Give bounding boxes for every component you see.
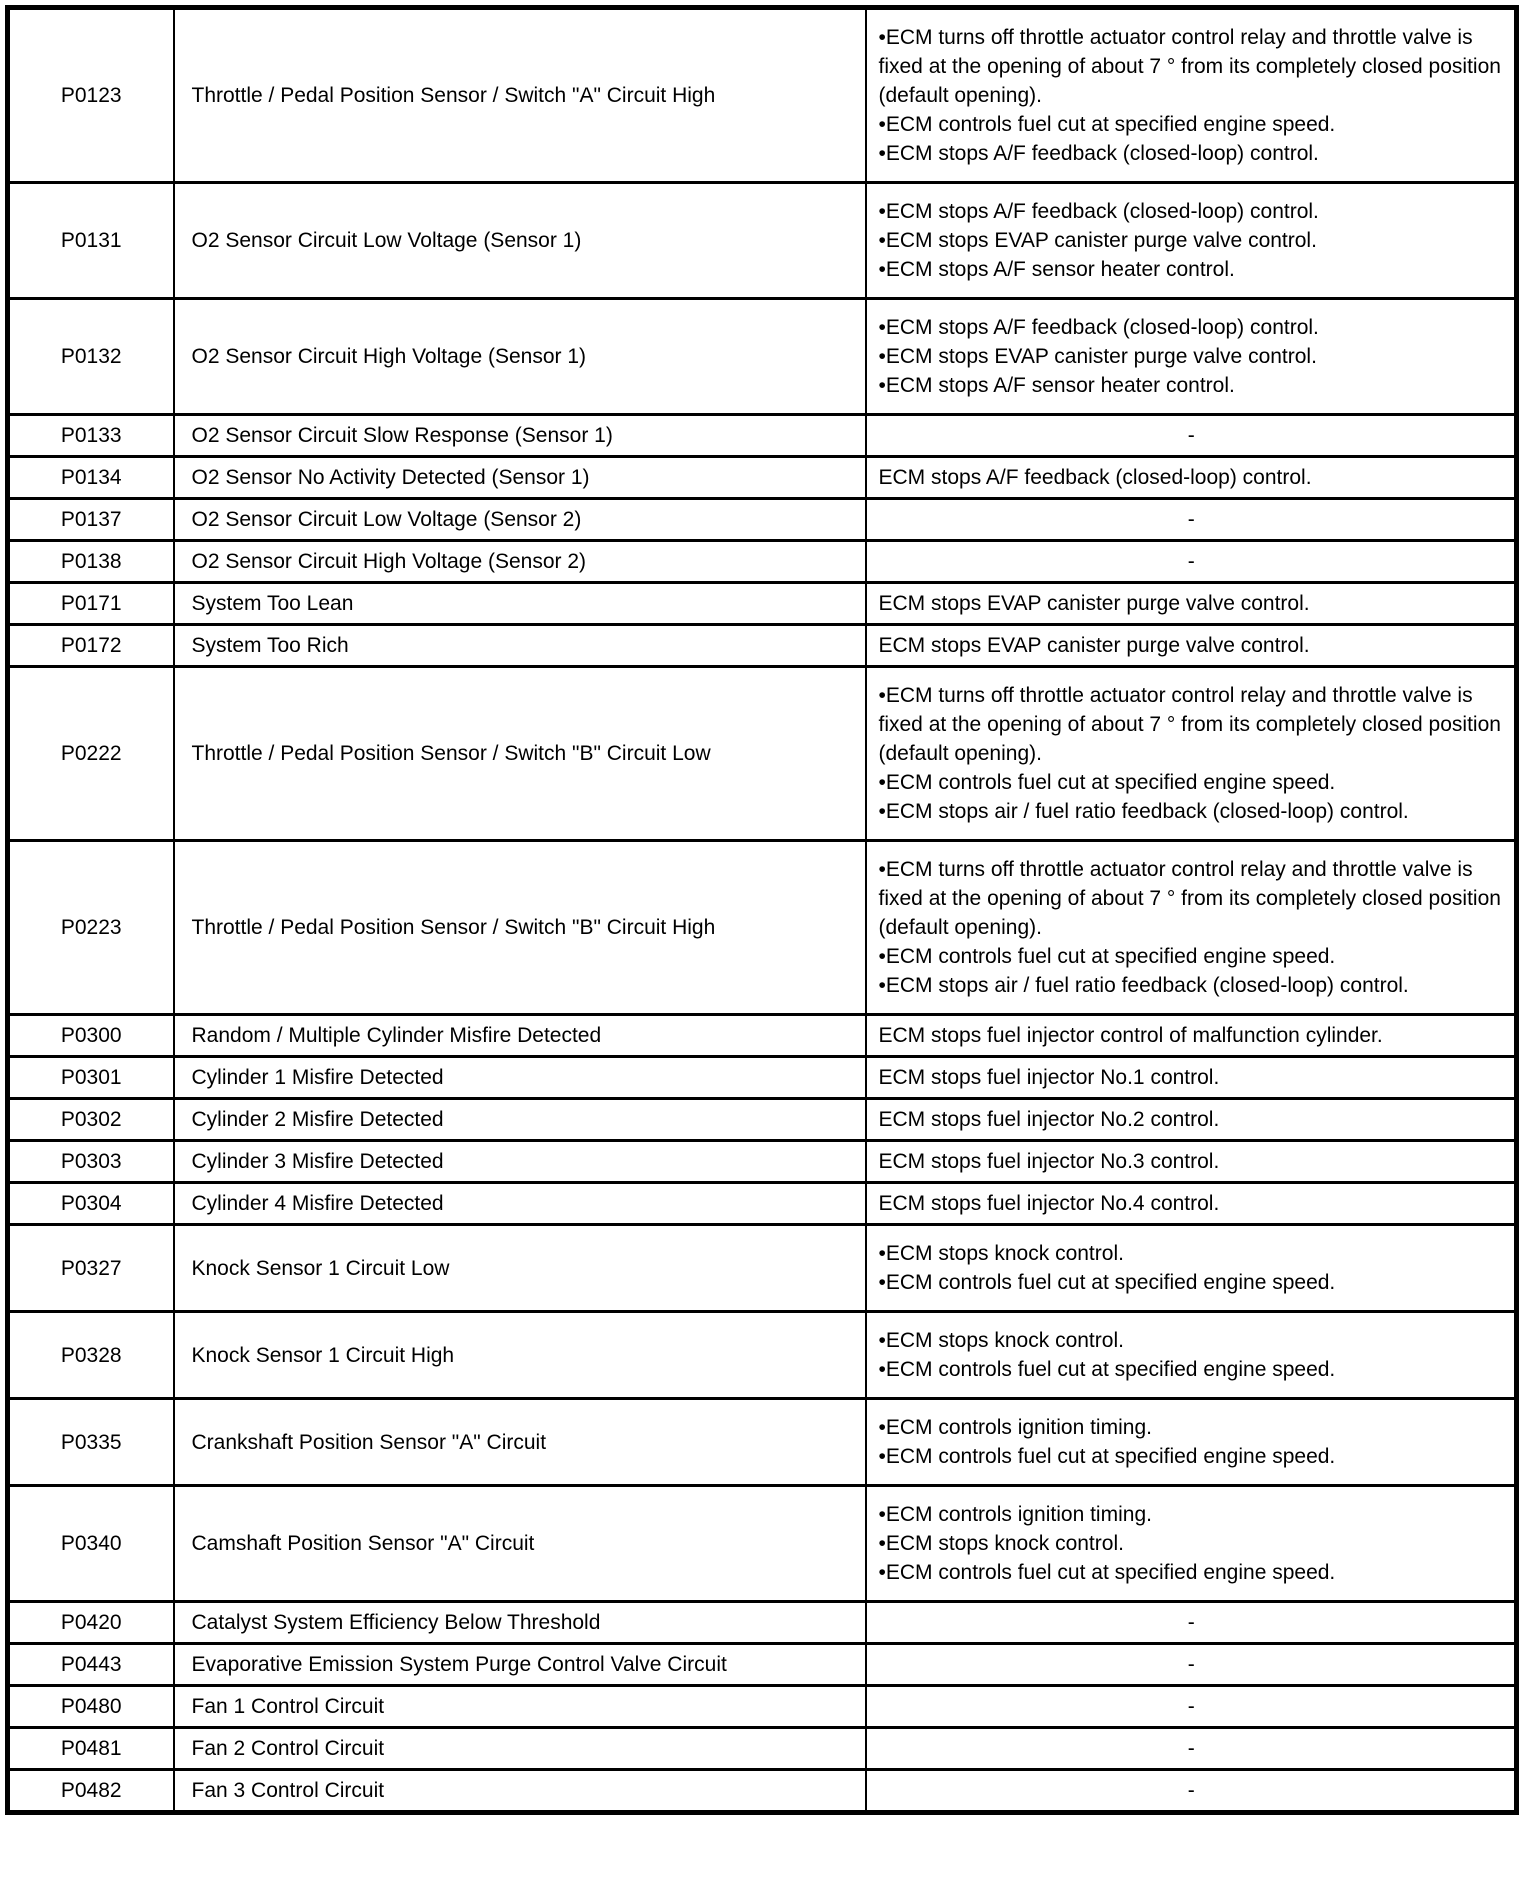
fail-safe-cell	[866, 1057, 1517, 1099]
dtc-code-cell: P0172	[8, 625, 174, 667]
table-row	[8, 1099, 1517, 1141]
dtc-description-cell: Random / Multiple Cylinder Misfire Detected	[174, 1015, 866, 1057]
dtc-description-cell: System Too Lean	[174, 583, 866, 625]
fail-safe-item: ECM stops fuel injector No.1 control.	[878, 1066, 1220, 1089]
table-row	[8, 1057, 1517, 1099]
fail-safe-item: •ECM turns off throttle actuator control relay and throttle valve is fixed at the opening of about 7 ° from its completely closed position (default opening).	[878, 858, 1501, 939]
table-row	[8, 1312, 1517, 1399]
fail-safe-cell	[866, 1486, 1517, 1602]
dtc-code-cell: P0480	[8, 1686, 174, 1728]
fail-safe-item: •ECM stops air / fuel ratio feedback (closed-loop) control.	[878, 974, 1409, 997]
dtc-code-cell: P0482	[8, 1770, 174, 1813]
fail-safe-item: •ECM controls fuel cut at specified engine speed.	[878, 771, 1336, 794]
dtc-description-cell: Fan 2 Control Circuit	[174, 1728, 866, 1770]
dtc-description-cell: Cylinder 4 Misfire Detected	[174, 1183, 866, 1225]
table-row	[8, 183, 1517, 299]
dtc-code-cell: P0171	[8, 583, 174, 625]
fail-safe-cell: -	[866, 499, 1517, 541]
dtc-description-cell: Throttle / Pedal Position Sensor / Switch "B" Circuit High	[174, 841, 866, 1015]
fail-safe-cell	[866, 583, 1517, 625]
dtc-table-body	[8, 8, 1517, 1813]
fail-safe-cell	[866, 667, 1517, 841]
fail-safe-item: •ECM controls ignition timing.	[878, 1416, 1152, 1439]
table-row	[8, 1225, 1517, 1312]
fail-safe-cell	[866, 1141, 1517, 1183]
fail-safe-item: •ECM stops EVAP canister purge valve control.	[878, 345, 1317, 368]
dtc-description-cell: O2 Sensor Circuit Low Voltage (Sensor 1)	[174, 183, 866, 299]
dtc-code-cell: P0340	[8, 1486, 174, 1602]
table-row	[8, 841, 1517, 1015]
dtc-description-cell: Cylinder 1 Misfire Detected	[174, 1057, 866, 1099]
fail-safe-item: •ECM stops A/F sensor heater control.	[878, 374, 1235, 397]
dtc-code-cell: P0304	[8, 1183, 174, 1225]
fail-safe-cell	[866, 1225, 1517, 1312]
dtc-code-cell: P0222	[8, 667, 174, 841]
fail-safe-cell: -	[866, 541, 1517, 583]
dtc-code-cell: P0300	[8, 1015, 174, 1057]
fail-safe-item: ECM stops EVAP canister purge valve control.	[878, 592, 1310, 615]
table-row	[8, 1486, 1517, 1602]
fail-safe-item: •ECM stops air / fuel ratio feedback (closed-loop) control.	[878, 800, 1409, 823]
dtc-code-cell: P0303	[8, 1141, 174, 1183]
dtc-code-cell: P0302	[8, 1099, 174, 1141]
table-row	[8, 8, 1517, 183]
dtc-code-cell: P0223	[8, 841, 174, 1015]
table-row	[8, 299, 1517, 415]
fail-safe-cell: -	[866, 1602, 1517, 1644]
fail-safe-item: •ECM controls fuel cut at specified engine speed.	[878, 113, 1336, 136]
fail-safe-cell	[866, 183, 1517, 299]
dtc-fail-safe-table	[5, 5, 1519, 1815]
table-row	[8, 1728, 1517, 1770]
fail-safe-item: •ECM stops A/F feedback (closed-loop) control.	[878, 200, 1319, 223]
table-row	[8, 583, 1517, 625]
fail-safe-item: ECM stops fuel injector No.4 control.	[878, 1192, 1220, 1215]
dtc-code-cell: P0137	[8, 499, 174, 541]
fail-safe-item: ECM stops EVAP canister purge valve control.	[878, 634, 1310, 657]
fail-safe-cell: -	[866, 415, 1517, 457]
dtc-description-cell: Crankshaft Position Sensor "A" Circuit	[174, 1399, 866, 1486]
fail-safe-cell	[866, 1312, 1517, 1399]
fail-safe-cell: -	[866, 1770, 1517, 1813]
table-row	[8, 1399, 1517, 1486]
fail-safe-item: •ECM controls ignition timing.	[878, 1503, 1152, 1526]
fail-safe-cell	[866, 841, 1517, 1015]
table-row	[8, 625, 1517, 667]
fail-safe-item: •ECM controls fuel cut at specified engine speed.	[878, 1358, 1336, 1381]
dtc-code-cell: P0131	[8, 183, 174, 299]
fail-safe-item: ECM stops A/F feedback (closed-loop) control.	[878, 466, 1312, 489]
dtc-description-cell: Fan 3 Control Circuit	[174, 1770, 866, 1813]
fail-safe-cell	[866, 1099, 1517, 1141]
fail-safe-cell	[866, 8, 1517, 183]
dtc-code-cell: P0132	[8, 299, 174, 415]
table-row	[8, 457, 1517, 499]
dtc-code-cell: P0481	[8, 1728, 174, 1770]
fail-safe-item: ECM stops fuel injector control of malfunction cylinder.	[878, 1024, 1383, 1047]
dtc-description-cell: O2 Sensor Circuit Slow Response (Sensor 1)	[174, 415, 866, 457]
dtc-description-cell: Evaporative Emission System Purge Control Valve Circuit	[174, 1644, 866, 1686]
table-row	[8, 1644, 1517, 1686]
fail-safe-cell: -	[866, 1686, 1517, 1728]
dtc-description-cell: Catalyst System Efficiency Below Threshold	[174, 1602, 866, 1644]
fail-safe-item: •ECM stops EVAP canister purge valve control.	[878, 229, 1317, 252]
dtc-description-cell: Throttle / Pedal Position Sensor / Switch "B" Circuit Low	[174, 667, 866, 841]
table-row	[8, 1770, 1517, 1813]
fail-safe-item: •ECM stops A/F sensor heater control.	[878, 258, 1235, 281]
table-row	[8, 499, 1517, 541]
fail-safe-cell	[866, 1399, 1517, 1486]
dtc-description-cell: O2 Sensor No Activity Detected (Sensor 1)	[174, 457, 866, 499]
dtc-description-cell: Throttle / Pedal Position Sensor / Switch "A" Circuit High	[174, 8, 866, 183]
dtc-code-cell: P0328	[8, 1312, 174, 1399]
dtc-description-cell: Camshaft Position Sensor "A" Circuit	[174, 1486, 866, 1602]
fail-safe-cell	[866, 1015, 1517, 1057]
dtc-description-cell: Cylinder 3 Misfire Detected	[174, 1141, 866, 1183]
dtc-description-cell: O2 Sensor Circuit High Voltage (Sensor 2)	[174, 541, 866, 583]
dtc-code-cell: P0301	[8, 1057, 174, 1099]
fail-safe-item: ECM stops fuel injector No.3 control.	[878, 1150, 1220, 1173]
dtc-description-cell: System Too Rich	[174, 625, 866, 667]
dtc-code-cell: P0138	[8, 541, 174, 583]
table-row	[8, 1141, 1517, 1183]
fail-safe-cell	[866, 625, 1517, 667]
dtc-description-cell: Knock Sensor 1 Circuit High	[174, 1312, 866, 1399]
fail-safe-cell: -	[866, 1644, 1517, 1686]
fail-safe-cell	[866, 457, 1517, 499]
fail-safe-item: •ECM stops knock control.	[878, 1242, 1124, 1265]
fail-safe-item: •ECM controls fuel cut at specified engine speed.	[878, 1561, 1336, 1584]
table-row	[8, 541, 1517, 583]
dtc-description-cell: O2 Sensor Circuit Low Voltage (Sensor 2)	[174, 499, 866, 541]
dtc-description-cell: Cylinder 2 Misfire Detected	[174, 1099, 866, 1141]
table-row	[8, 1015, 1517, 1057]
fail-safe-item: •ECM stops A/F feedback (closed-loop) control.	[878, 316, 1319, 339]
fail-safe-item: •ECM turns off throttle actuator control relay and throttle valve is fixed at the opening of about 7 ° from its completely closed position (default opening).	[878, 26, 1501, 107]
dtc-code-cell: P0133	[8, 415, 174, 457]
dtc-code-cell: P0443	[8, 1644, 174, 1686]
fail-safe-item: •ECM stops A/F feedback (closed-loop) control.	[878, 142, 1319, 165]
fail-safe-item: •ECM controls fuel cut at specified engine speed.	[878, 945, 1336, 968]
table-row	[8, 1686, 1517, 1728]
fail-safe-cell	[866, 299, 1517, 415]
table-row	[8, 1602, 1517, 1644]
fail-safe-item: •ECM stops knock control.	[878, 1532, 1124, 1555]
fail-safe-item: •ECM controls fuel cut at specified engine speed.	[878, 1271, 1336, 1294]
dtc-description-cell: Fan 1 Control Circuit	[174, 1686, 866, 1728]
dtc-code-cell: P0420	[8, 1602, 174, 1644]
dtc-code-cell: P0123	[8, 8, 174, 183]
fail-safe-item: •ECM stops knock control.	[878, 1329, 1124, 1352]
fail-safe-cell	[866, 1183, 1517, 1225]
fail-safe-cell: -	[866, 1728, 1517, 1770]
dtc-description-cell: O2 Sensor Circuit High Voltage (Sensor 1)	[174, 299, 866, 415]
table-row	[8, 1183, 1517, 1225]
fail-safe-item: •ECM turns off throttle actuator control relay and throttle valve is fixed at the opening of about 7 ° from its completely closed position (default opening).	[878, 684, 1501, 765]
dtc-code-cell: P0134	[8, 457, 174, 499]
fail-safe-item: •ECM controls fuel cut at specified engine speed.	[878, 1445, 1336, 1468]
dtc-description-cell: Knock Sensor 1 Circuit Low	[174, 1225, 866, 1312]
dtc-code-cell: P0327	[8, 1225, 174, 1312]
table-row	[8, 415, 1517, 457]
dtc-code-cell: P0335	[8, 1399, 174, 1486]
fail-safe-item: ECM stops fuel injector No.2 control.	[878, 1108, 1220, 1131]
table-row	[8, 667, 1517, 841]
